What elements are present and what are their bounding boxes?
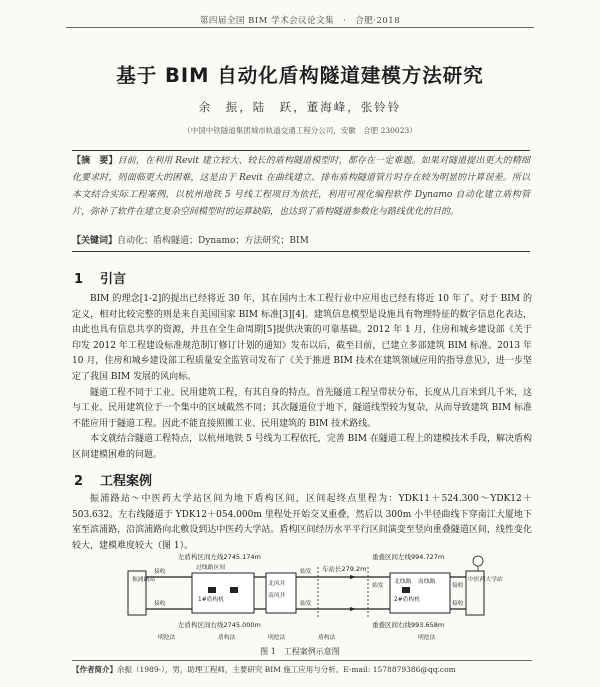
receive-label: 接收 [452, 583, 464, 589]
south-shaft-label: 南风井 [268, 593, 286, 599]
header-rule [66, 27, 534, 28]
top-line-label: 左盾构区间左线2745.174m [178, 553, 261, 561]
receive-label: 接收 [452, 601, 464, 607]
start-label: 始发 [372, 583, 384, 589]
overlap-top-label: 重叠区间左线994.727m [372, 553, 445, 561]
start-label: 始发 [300, 569, 312, 575]
section-number: 1 [74, 272, 84, 287]
shield-1-label: 1#盾构机 [198, 597, 224, 603]
abstract-bottom-rule [72, 251, 530, 252]
method-label: 明挖法 [268, 635, 286, 641]
method-label: 盾构法 [318, 635, 336, 641]
shield-machine-icon [230, 587, 238, 593]
project-diagram-svg [118, 547, 503, 643]
receive-label: 接收 [154, 601, 166, 607]
receive-label: 接收 [154, 569, 166, 575]
paper-affiliation: （中国中铁隧道集团城市轨道交通工程分公司，安徽 合肥 230023） [183, 126, 417, 135]
right-station-label: 中医药大学站 [468, 577, 503, 583]
keywords-label: 【关键词】 [72, 236, 118, 246]
abstract-top-rule [72, 150, 530, 151]
figure-caption: 图 1 工程案例示意图 [260, 647, 340, 656]
footnote-label: 【作者简介】 [72, 665, 117, 674]
north-line-label: 北线路 [394, 579, 412, 585]
tree-icon [473, 556, 483, 566]
paper-authors: 余 振，陆 跃，董海峰，张铃铃 [198, 100, 402, 114]
paragraph: 振浦路站～中医药大学站区间为地下盾构区间，区间起终点里程为：YDK11＋524.300～YDK12＋503.632。左右线隧道于 YDK12＋054.000m 里程处开始交叉重叠，然后以 300m 小半径曲线下穿南江大厦地下室至滨浦路，沿滨浦路向北敷设到达中医药大学站。盾构区间经历水平平行区间演变至竖向重叠隧道区间，线性变化较大，建模难度较大（图 1）。 [72, 494, 532, 551]
keywords-text: 自动化；盾构隧道；Dynamo；方法研究；BIM [117, 236, 309, 246]
south-line-label: 南线路 [418, 579, 436, 585]
abstract-text: 目前，在利用 Revit 建立较大、较长的盾构隧道模型时，都存在一定难题。如果对隧道提出更大的精细化要求时，则面临更大的困难，这是由于 Revit 在曲线建立、排布盾构隧道管片时存在较为明显的计算误差。所以本文结合实际工程案例，以杭州地铁 5 号线工程项目为依托，利用可视化编程软件 Dynamo 自动化建立盾构管片，弥补了软件在建立复杂空间模型时的运算缺陷，也达到了盾构隧道参数化与路线优化的目的。 [72, 156, 530, 217]
method-label: 盾构法 [218, 635, 236, 641]
section-number: 2 [74, 474, 84, 489]
straight-label: 车站长279.2m [322, 565, 367, 573]
section-2-body [72, 492, 532, 554]
method-label: 明挖法 [158, 635, 176, 641]
footnote-rule [72, 660, 532, 661]
abstract-label: 【摘 要】 [72, 156, 118, 166]
footnote-text: 余振（1989-），男，助理工程师，主要研究 BIM 施工应用与分析。E-mail: 1578879386@qq.com [117, 665, 456, 674]
paragraph: 本文就结合隧道工程特点，以杭州地铁 5 号线为工程依托，完善 BIM 在隧道工程上的建模技术手段，解决盾构区间建模困难的问题。 [72, 434, 532, 460]
north-shaft-label: 北风井 [268, 581, 286, 587]
arrow-right-icon [350, 575, 356, 579]
shield-machine-icon [208, 587, 216, 593]
shield-machine-icon [402, 587, 410, 593]
running-header: 第四届全国 BIM 学术会议论文集 · 合肥·2018 [199, 16, 401, 26]
overlap-bottom-label: 重叠区间右线993.658m [372, 621, 445, 629]
bottom-line-label: 左盾构区间右线2745.000m [178, 621, 261, 629]
abstract [72, 153, 530, 221]
left-station-label: 振浦路站 [132, 577, 156, 583]
over-well-label: 过线路区间 [196, 565, 225, 571]
keywords [72, 233, 530, 249]
paper-title: 基于 BIM 自动化盾构隧道建模方法研究 [116, 64, 484, 87]
section-heading-2 [74, 470, 152, 489]
paragraph: 隧道工程不同于工业、民用建筑工程，有其自身的特点。首先隧道工程呈带状分布，长度从几百米到几千米，这与工业、民用建筑位于一个集中的区域截然不同；其次隧道位于地下，隧道线型较为复杂，从而导致建筑 BIM 标准不能应用于隧道工程。因此不能直接照搬工业、民用建筑的 BIM 技术路线。 [72, 387, 532, 429]
section-title: 引言 [100, 272, 127, 287]
well-box-1 [192, 573, 254, 613]
section-1-body [72, 292, 532, 464]
section-heading-1 [74, 268, 126, 287]
project-diagram [118, 547, 503, 643]
arrow-right-icon [350, 607, 356, 611]
shield-2-label: 2#盾构机 [394, 597, 420, 603]
author-footnote [72, 664, 542, 675]
method-label: 明挖法 [418, 635, 436, 641]
paragraph: BIM 的理念[1-2]的提出已经将近 30 年，其在国内土木工程行业中应用也已经有将近 10 年了。对于 BIM 的定义，相对比较完整的则是来自美国国家 BIM 标准[3][4]。建筑信息模型是设施具有物理特征的数字信息化表达，由此也具有信息共享的资源，并且在全生命周期[5]提供决策的可靠基础。2012 年 1 月，住房和城乡建设部《关于印发 2012 年工程建设标准规范制订修订计划的通知》发布以后，截至目前，已建立多部建筑 BIM 标准。2013 年 10 月，住房和城乡建设部工程质量安全监管司发布了《关于推进 BIM 技术在建筑领域应用的指导意见》，进一步坚定了我国 BIM 发展的风向标。 [72, 294, 532, 382]
start-label: 始发 [300, 601, 312, 607]
section-title: 工程案例 [100, 474, 153, 489]
